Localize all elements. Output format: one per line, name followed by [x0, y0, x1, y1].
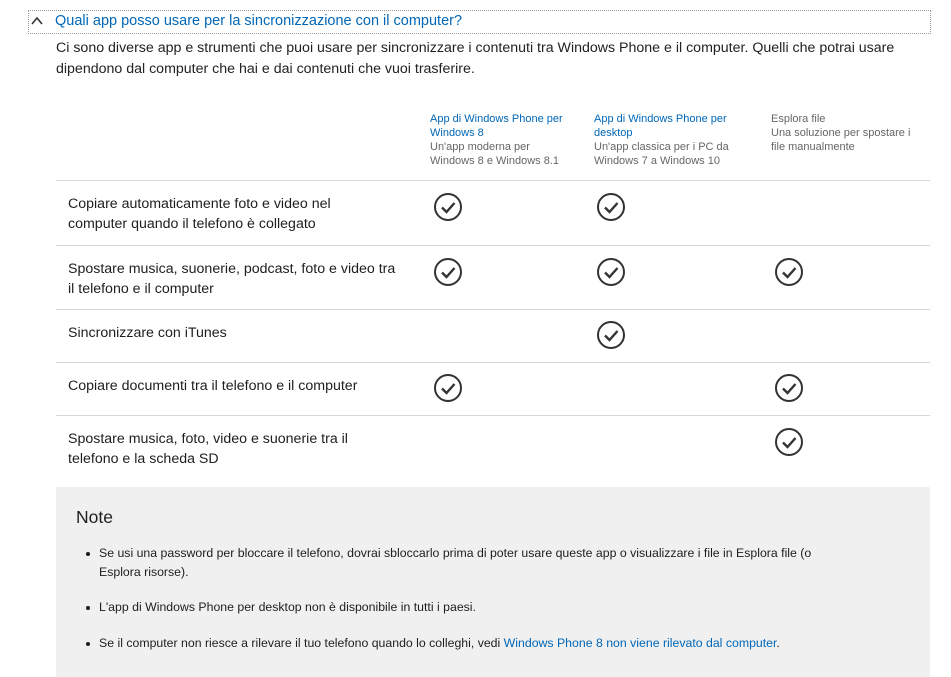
column-header-windows8 [430, 112, 580, 168]
bullet-icon [86, 642, 90, 646]
check-circle-icon [774, 427, 804, 457]
row-label-line: Sincronizzare con iTunes [68, 325, 227, 341]
row-label-line: Copiare documenti tra il telefono e il computer [68, 378, 358, 394]
column-header-file-explorer [771, 112, 921, 154]
column-title[interactable]: App di Windows Phone per [430, 113, 563, 125]
bullet-icon [86, 552, 90, 556]
check-circle-icon [596, 192, 626, 222]
table-row [56, 362, 930, 415]
check-circle-icon [433, 192, 463, 222]
note-line: Esplora risorse). [99, 565, 189, 579]
check-circle-icon [596, 320, 626, 350]
column-title[interactable]: Windows 8 [430, 127, 484, 139]
row-label-line: telefono e la scheda SD [68, 451, 219, 467]
column-title: Esplora file [771, 113, 826, 125]
note-text: Se il computer non riesce a rilevare il tuo telefono quando lo colleghi, vedi [99, 636, 504, 650]
check-circle-icon [433, 257, 463, 287]
note-line: Se usi una password per bloccare il telefono, dovrai sbloccarlo prima di poter usare queste app o visualizzare i file in Esplora file (o [99, 546, 812, 560]
check-circle-icon [433, 373, 463, 403]
column-title[interactable]: App di Windows Phone per [594, 113, 727, 125]
row-label-line: Spostare musica, foto, video e suonerie tra il [68, 431, 348, 447]
row-label [68, 323, 418, 343]
bullet-icon [86, 606, 90, 610]
note-item: L'app di Windows Phone per desktop non è disponibile in tutti i paesi. [99, 600, 476, 614]
row-label-line: computer quando il telefono è collegato [68, 216, 316, 232]
notes-title: Note [76, 507, 113, 527]
column-description: Un'app moderna per [430, 141, 530, 153]
check-circle-icon [774, 373, 804, 403]
column-header-desktop [594, 112, 754, 168]
row-label-line: il telefono e il computer [68, 281, 214, 297]
not-detected-link[interactable]: Windows Phone 8 non viene rilevato dal computer [503, 636, 777, 650]
column-description: Un'app classica per i PC da [594, 141, 729, 153]
column-description: Una soluzione per spostare i [771, 127, 911, 139]
notes-panel [56, 487, 930, 677]
table-row [56, 309, 930, 362]
row-label-line: Spostare musica, suonerie, podcast, foto e video tra [68, 261, 396, 277]
note-text-end: . [776, 636, 780, 650]
table-row [56, 180, 930, 245]
row-label [68, 429, 418, 469]
column-title[interactable]: desktop [594, 127, 633, 139]
note-item [99, 634, 889, 653]
column-description: Windows 7 a Windows 10 [594, 155, 720, 167]
faq-intro-text: Ci sono diverse app e strumenti che puoi usare per sincronizzare i contenuti tra Windows Phone e il computer. Quelli che potrai usare dipendono dal computer che hai e dai contenuti che vuoi trasferire. [56, 40, 895, 77]
faq-accordion-header[interactable] [28, 10, 931, 34]
row-label-line: Copiare automaticamente foto e video nel [68, 196, 331, 212]
check-circle-icon [774, 257, 804, 287]
column-description: Windows 8 e Windows 8.1 [430, 155, 559, 167]
note-item [99, 544, 889, 582]
table-row [56, 415, 930, 480]
row-label [68, 376, 418, 396]
row-label [68, 259, 418, 299]
faq-question[interactable]: Quali app posso usare per la sincronizzazione con il computer? [55, 13, 463, 29]
column-description: file manualmente [771, 141, 855, 153]
chevron-up-icon [30, 14, 44, 28]
row-label [68, 194, 418, 234]
check-circle-icon [596, 257, 626, 287]
table-row [56, 245, 930, 309]
